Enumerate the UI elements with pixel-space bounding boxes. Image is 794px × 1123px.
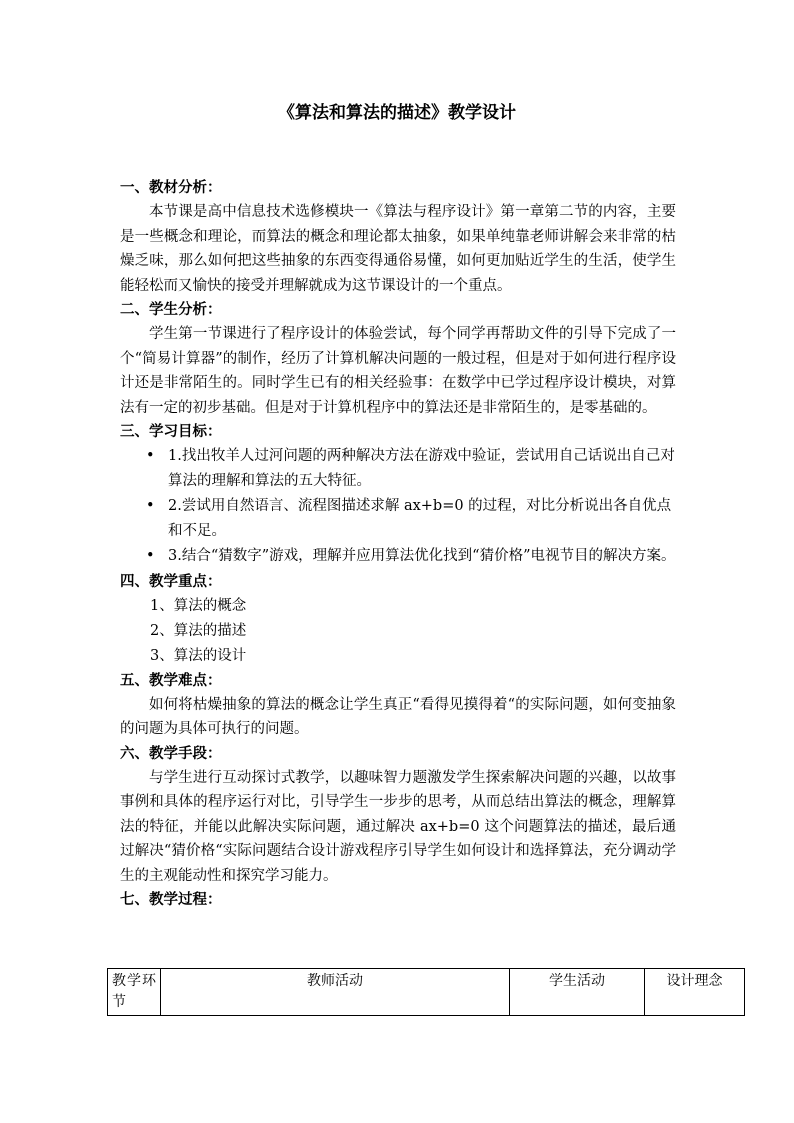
bullet-icon: • bbox=[146, 498, 155, 514]
table-header-design-concept: 设计理念 bbox=[645, 969, 745, 1016]
goal-text: 1.找出牧羊人过河问题的两种解决方法在游戏中验证，尝试用自己话说出自己对算法的理解和算法的五大特征。 bbox=[168, 448, 675, 489]
section-heading-teaching-material: 一、教材分析： bbox=[120, 180, 222, 196]
table-header-teacher-activity: 教师活动 bbox=[161, 969, 510, 1016]
bullet-icon: • bbox=[146, 548, 155, 564]
list-item-key-point-2: 2、算法的描述 bbox=[150, 622, 247, 639]
document-title: 《算法和算法的描述》教学设计 bbox=[278, 103, 516, 123]
goal-text: 2.尝试用自然语言、流程图描述求解 ax+b=0 的过程，对比分析说出各自优点和不足。 bbox=[168, 498, 672, 539]
teaching-process-table bbox=[107, 968, 745, 1016]
section-heading-key-points: 四、教学重点： bbox=[120, 573, 222, 590]
goal-text: 3.结合“猜数字”游戏，理解并应用算法优化找到“猜价格”电视节目的解决方案。 bbox=[168, 548, 676, 564]
section-heading-learning-goals: 三、学习目标： bbox=[120, 424, 222, 440]
section-heading-student-analysis: 二、学生分析： bbox=[120, 302, 222, 318]
section-heading-difficulties: 五、教学难点： bbox=[120, 672, 222, 689]
table-header-student-activity: 学生活动 bbox=[510, 969, 645, 1016]
list-item-key-point-3: 3、算法的设计 bbox=[150, 647, 247, 664]
section-text-teaching-material: 本节课是高中信息技术选修模块一《算法与程序设计》第一章第二节的内容，主要是一些概念和理论，而算法的概念和理论都太抽象，如果单纯靠老师讲解会来非常的枯燥乏味，那么如何把这些抽象的东西变得通俗易懂，如何更加贴近学生的生活，使学生能轻松而又愉快的接受并理解就成为这节课设计的一个重点。 bbox=[120, 204, 676, 294]
bullet-icon: • bbox=[146, 448, 155, 464]
list-item-key-point-1: 1、算法的概念 bbox=[150, 597, 247, 614]
table-header-row bbox=[108, 969, 745, 1016]
section-heading-teaching-methods: 六、教学手段： bbox=[120, 745, 222, 762]
section-text-student-analysis: 学生第一节课进行了程序设计的体验尝试，每个同学再帮助文件的引导下完成了一个“简易计算器”的制作，经历了计算机解决问题的一般过程，但是对于如何进行程序设计还是非常陌生的。同时学生已有的相关经验事：在数学中已学过程序设计模块，对算法有一定的初步基础。但是对于计算机程序中的算法还是非常陌生的，是零基础的。 bbox=[120, 326, 676, 416]
list-item-goal-1 bbox=[120, 444, 676, 493]
section-heading-teaching-process: 七、教学过程： bbox=[120, 892, 222, 908]
list-item-goal-3 bbox=[120, 544, 676, 569]
section-text-teaching-methods: 与学生进行互动探讨式教学，以趣味智力题激发学生探索解决问题的兴趣，以故事事例和具体的程序运行对比，引导学生一步步的思考，从而总结出算法的概念，理解算法的特征，并能以此解决实际问题，通过解决 ax+b=0 这个问题算法的描述，最后通过解决“猜价格“实际问题结合设计游戏程序引导学生如何设计和选择算法，充分调动学生的主观能动性和探究学习能力。 bbox=[120, 769, 676, 884]
table-header-stage: 教学环节 bbox=[108, 969, 161, 1016]
list-item-goal-2 bbox=[120, 494, 676, 543]
document-body bbox=[120, 176, 676, 912]
section-text-difficulties: 如何将枯燥抽象的算法的概念让学生真正“看得见摸得着“的实际问题，如何变抽象的问题为具体可执行的问题。 bbox=[120, 696, 676, 737]
